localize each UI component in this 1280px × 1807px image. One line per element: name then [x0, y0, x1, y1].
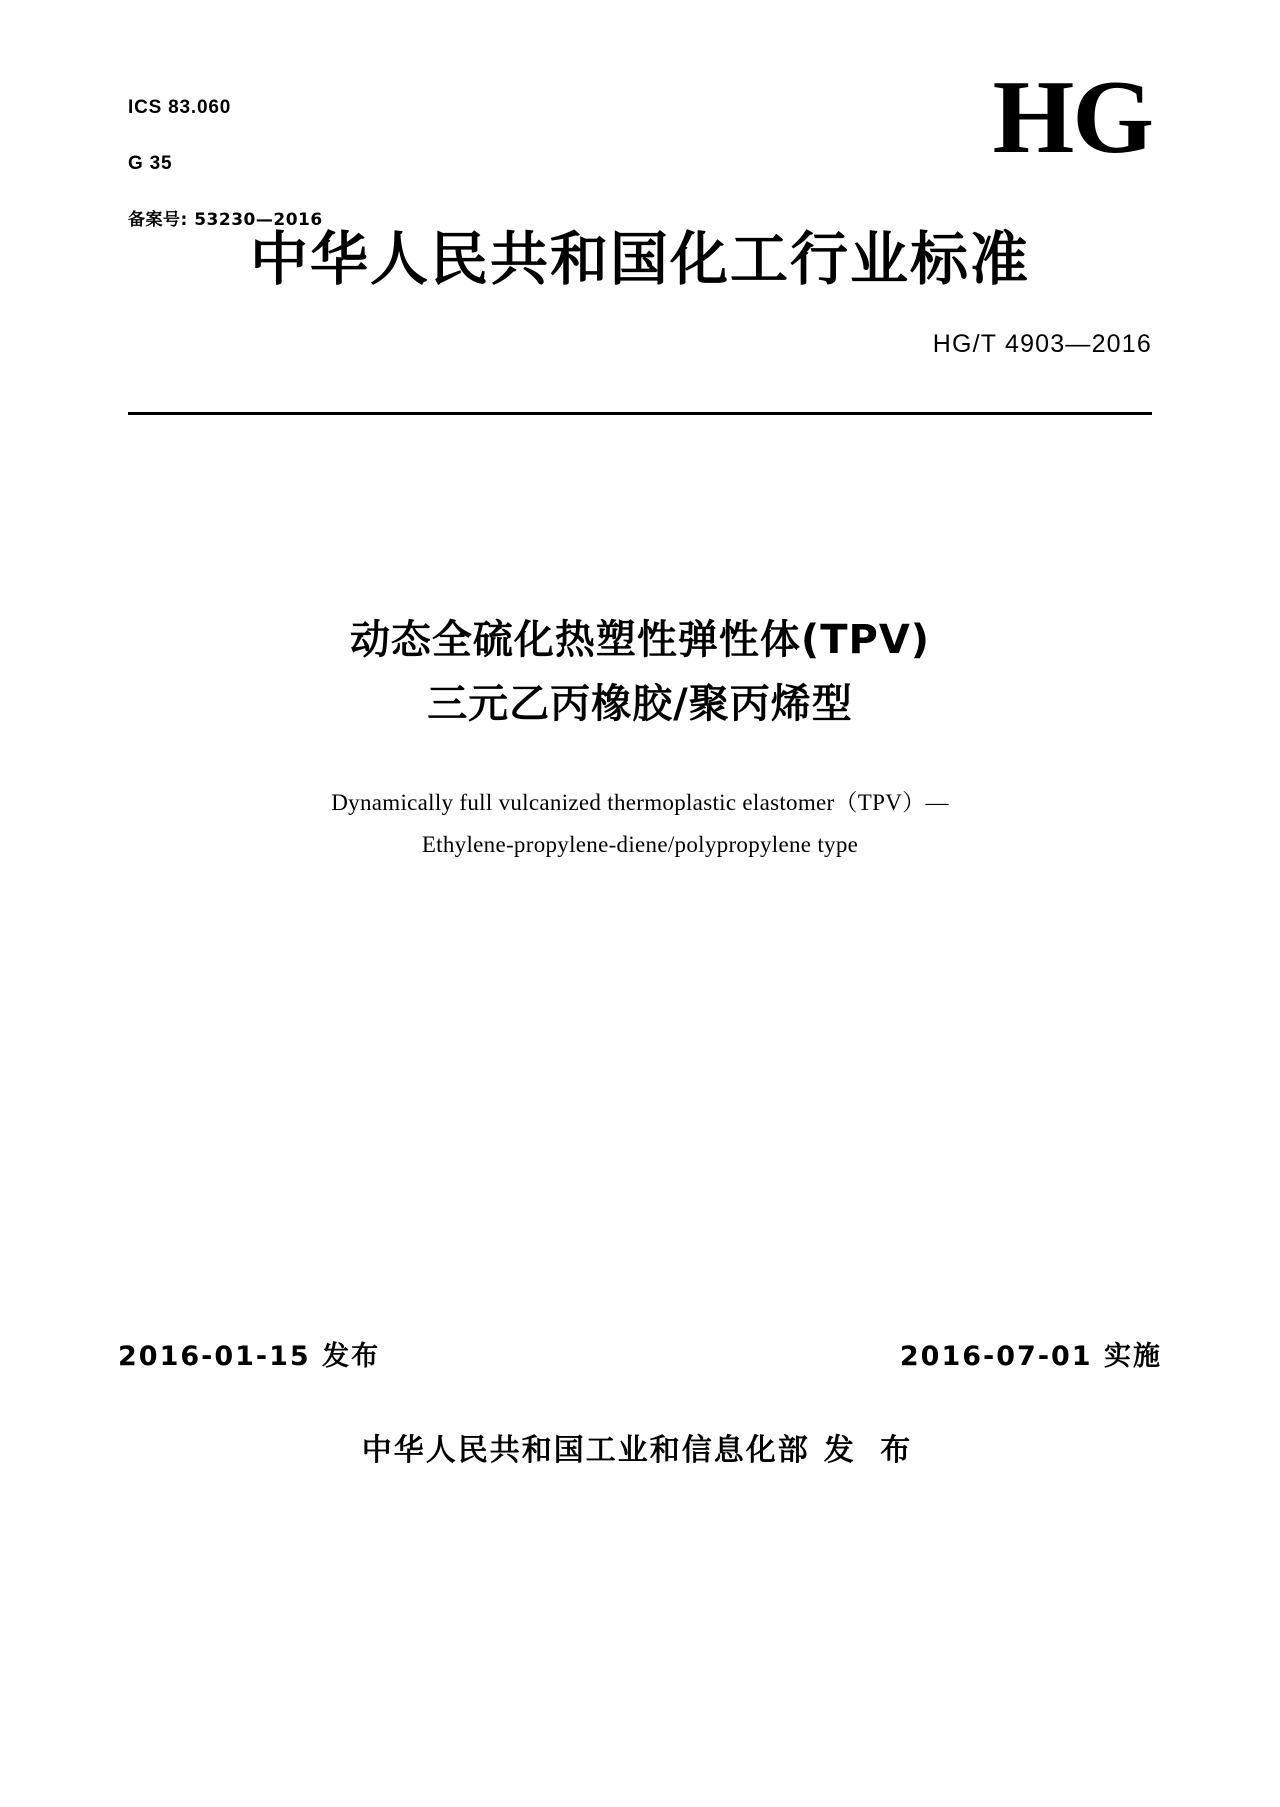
issue-date: 2016-01-15 发布 — [118, 1341, 381, 1372]
ics-code: ICS 83.060 — [128, 97, 232, 118]
effective-date: 2016-07-01 实施 — [899, 1341, 1162, 1372]
horizontal-divider — [128, 412, 1152, 415]
classification-code: G 35 — [128, 153, 173, 174]
title-english-line-2: Ethylene-propylene-diene/polypropylene type — [421, 832, 859, 857]
record-number: 备案号: 53230—2016 — [128, 210, 323, 230]
title-english-line-1: Dynamically full vulcanized thermoplastic elastomer（TPV）— — [331, 790, 949, 815]
title-chinese-line-2: 三元乙丙橡胶/聚丙烯型 — [427, 681, 853, 727]
publisher-name: 中华人民共和国工业和信息化部 — [361, 1433, 810, 1468]
publisher-suffix: 发 布 — [823, 1433, 919, 1468]
publisher — [0, 1425, 1280, 1469]
title-english — [0, 782, 1280, 866]
standard-org-title: 中华人民共和国化工行业标准 — [249, 225, 1030, 293]
hg-logo: HG — [992, 58, 1152, 175]
title-chinese — [0, 608, 1280, 736]
title-chinese-line-1: 动态全硫化热塑性弹性体(TPV) — [349, 617, 931, 663]
standard-number: HG/T 4903—2016 — [932, 330, 1152, 358]
